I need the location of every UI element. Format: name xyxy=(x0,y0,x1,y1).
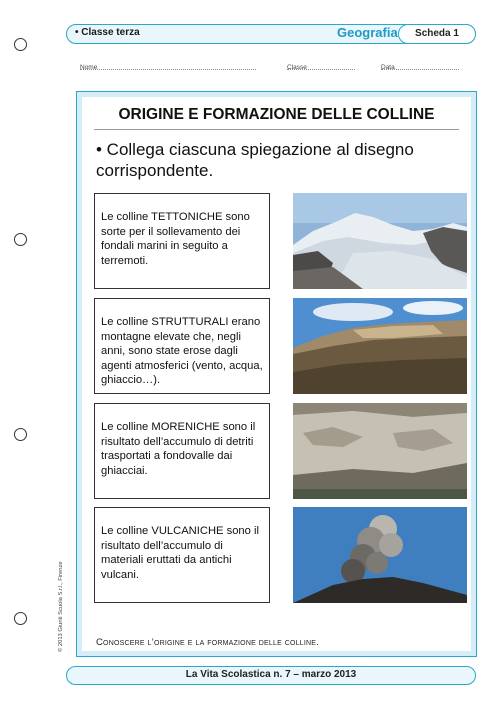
header-bar xyxy=(66,24,476,44)
explanation-text: Le colline MORENICHE sono il risultato dell’accumulo di detriti trasportati a fondovalle dai ghiacciai. xyxy=(101,421,256,477)
eroded-hillside-photo[interactable] xyxy=(293,298,467,394)
binder-hole-icon xyxy=(14,428,27,441)
explanation-box-volcanic[interactable] xyxy=(94,507,270,603)
explanation-box-moraine[interactable] xyxy=(94,403,270,499)
instruction-text: • Collega ciascuna spiegazione al disegno corrispondente. xyxy=(96,140,414,180)
explanation-text: Le colline TETTONICHE sono sorte per il sollevamento dei fondali marini in seguito a terremoti. xyxy=(101,211,250,267)
binder-hole-icon xyxy=(14,233,27,246)
debris-slope-photo[interactable] xyxy=(293,403,467,499)
worksheet-title: ORIGINE E FORMAZIONE DELLE COLLINE xyxy=(118,106,435,123)
title-divider xyxy=(94,129,459,130)
binder-hole-icon xyxy=(14,38,27,51)
subject-label: Geografia xyxy=(337,25,398,40)
worksheet-card xyxy=(76,91,477,657)
explanation-box-tectonic[interactable] xyxy=(94,193,270,289)
snowy-mountains-glacier-photo[interactable] xyxy=(293,193,467,289)
copyright-text: © 2013 Giunti Scuola S.r.l., Firenze xyxy=(58,561,64,652)
worksheet-content xyxy=(82,97,471,651)
class-label: • Classe terza xyxy=(75,27,140,38)
volcano-eruption-photo[interactable] xyxy=(293,507,467,603)
footer-bar xyxy=(66,666,476,685)
footer-text: La Vita Scolastica n. 7 – marzo 2013 xyxy=(185,669,357,680)
explanation-box-structural[interactable] xyxy=(94,298,270,394)
binder-hole-icon xyxy=(14,612,27,625)
sheet-number: Scheda 1 xyxy=(398,24,476,44)
learning-objective: Conoscere l’origine e la formazione delle colline. xyxy=(96,637,319,648)
explanation-text: Le colline VULCANICHE sono il risultato dell’accumulo di materiali eruttati da antichi vulcani. xyxy=(101,525,259,581)
explanation-text: Le colline STRUTTURALI erano montagne elevate che, negli anni, sono state erose dagli agenti atmosferici (vento, acqua, ghiaccio…). xyxy=(101,316,263,386)
